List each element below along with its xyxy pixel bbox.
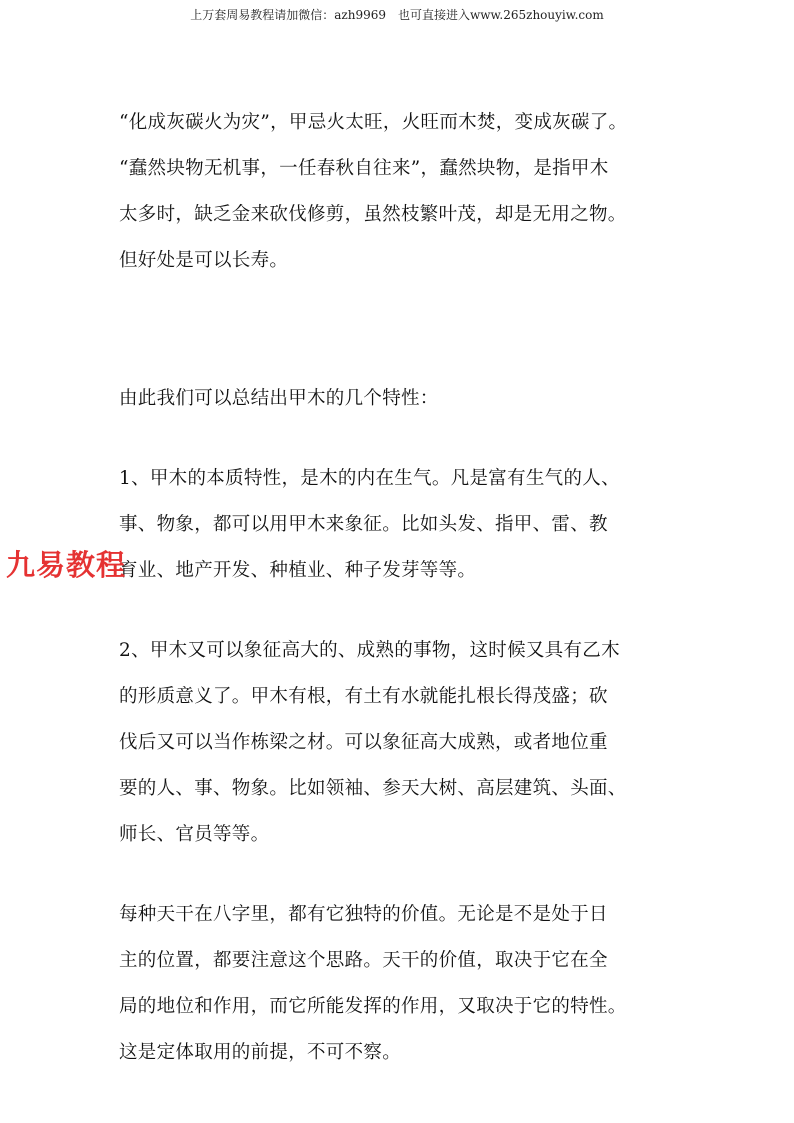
- text-line: 局的地位和作用，而它所能发挥的作用，又取决于它的特性。: [119, 996, 627, 1017]
- text-line: 要的人、事、物象。比如领袖、参天大树、高层建筑、头面、: [119, 778, 627, 799]
- document-body: [119, 100, 679, 1076]
- page-header: 上万套周易教程请加微信：azh9969 也可直接进入www.265zhouyiw.com: [190, 8, 604, 22]
- text-line: 每种天干在八字里，都有它独特的价值。无论是不是处于日: [119, 904, 608, 925]
- text-line: 2、甲木又可以象征高大的、成熟的事物，这时候又具有乙木: [119, 640, 620, 661]
- text-line: “化成灰碳火为灾”，甲忌火太旺，火旺而木焚，变成灰碳了。: [119, 112, 628, 133]
- text-line: 的形质意义了。甲木有根，有土有水就能扎根长得茂盛；砍: [119, 686, 608, 707]
- text-line: 但好处是可以长寿。: [119, 250, 289, 271]
- watermark-logo: 九易教程: [6, 548, 127, 582]
- text-line: 由此我们可以总结出甲木的几个特性：: [119, 388, 439, 409]
- text-line: 事、物象，都可以用甲木来象征。比如头发、指甲、雷、教: [119, 514, 608, 535]
- text-line: 育业、地产开发、种植业、种子发芽等等。: [119, 560, 477, 581]
- paragraph-summary-intro: [119, 376, 679, 422]
- text-line: 主的位置，都要注意这个思路。天干的价值，取决于它在全: [119, 950, 608, 971]
- text-line: 伐后又可以当作栋梁之材。可以象征高大成熟，或者地位重: [119, 732, 608, 753]
- text-line: 师长、官员等等。: [119, 824, 270, 845]
- text-line: 1、甲木的本质特性，是木的内在生气。凡是富有生气的人、: [119, 468, 620, 489]
- paragraph-conclusion: [119, 892, 679, 1076]
- text-line: 这是定体取用的前提，不可不察。: [119, 1042, 402, 1063]
- paragraph-trait-1: [119, 456, 679, 594]
- text-line: “蠢然块物无机事，一任春秋自往来”，蠢然块物，是指甲木: [119, 158, 609, 179]
- paragraph-commentary: [119, 100, 679, 284]
- text-line: 太多时，缺乏金来砍伐修剪，虽然枝繁叶茂，却是无用之物。: [119, 204, 627, 225]
- paragraph-trait-2: [119, 628, 679, 858]
